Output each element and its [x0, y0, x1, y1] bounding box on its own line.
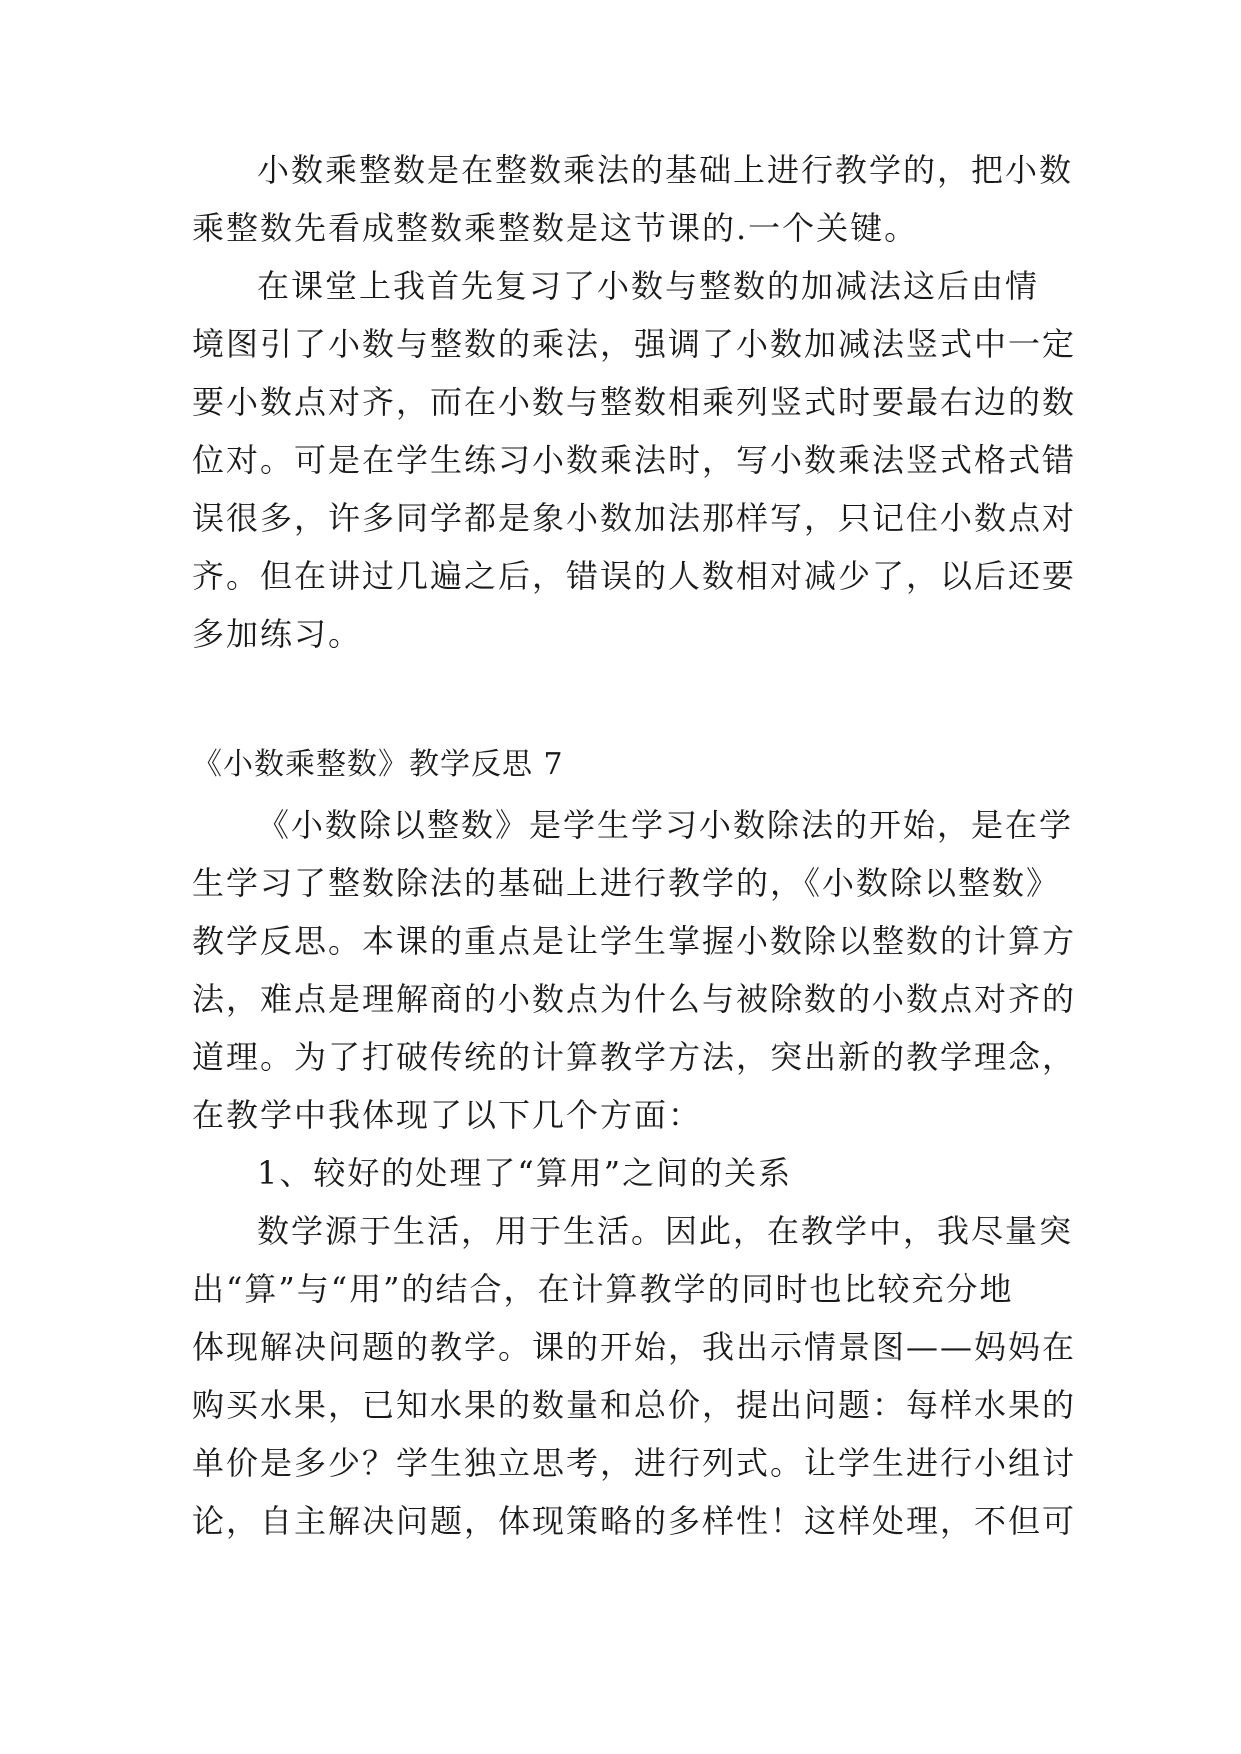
paragraph-line: 论，自主解决问题，体现策略的多样性！这样处理，不但可	[192, 1502, 1077, 1540]
paragraph-line: 小数乘整数是在整数乘法的基础上进行教学的，把小数	[257, 151, 1074, 189]
paragraph-line: 位对。可是在学生练习小数乘法时，写小数乘法竖式格式错	[192, 441, 1077, 479]
paragraph-line: 生学习了整数除法的基础上进行教学的，《小数除以整数》	[192, 864, 1061, 902]
paragraph-line: 境图引了小数与整数的乘法，强调了小数加减法竖式中一定	[192, 325, 1077, 363]
paragraph-line: 在教学中我体现了以下几个方面：	[192, 1096, 703, 1134]
paragraph-line: 道理。为了打破传统的计算教学方法，突出新的教学理念，	[192, 1038, 1077, 1076]
paragraph-line: 教学反思。本课的重点是让学生掌握小数除以整数的计算方	[192, 922, 1077, 960]
paragraph-line: 法，难点是理解商的小数点为什么与被除数的小数点对齐的	[192, 980, 1077, 1018]
paragraph-line: 误很多，许多同学都是象小数加法那样写，只记住小数点对	[192, 499, 1077, 537]
paragraph-line: 单价是多少？学生独立思考，进行列式。让学生进行小组讨	[192, 1444, 1077, 1482]
paragraph-line: 要小数点对齐，而在小数与整数相乘列竖式时要最右边的数	[192, 383, 1077, 421]
paragraph-line: 《小数除以整数》是学生学习小数除法的开始，是在学	[257, 806, 1074, 844]
paragraph-line: 数学源于生活，用于生活。因此，在教学中，我尽量突	[257, 1212, 1074, 1250]
paragraph-line: 购买水果，已知水果的数量和总价，提出问题：每样水果的	[192, 1386, 1077, 1424]
paragraph-line: 在课堂上我首先复习了小数与整数的加减法这后由情	[257, 267, 1040, 305]
paragraph-line: 齐。但在讲过几遍之后，错误的人数相对减少了，以后还要	[192, 557, 1077, 595]
subheading-line: 1、较好的处理了“算用”之间的关系	[257, 1154, 793, 1192]
paragraph-line: 乘整数先看成整数乘整数是这节课的.一个关键。	[192, 209, 919, 247]
paragraph-line: 出“算”与“用”的结合，在计算教学的同时也比较充分地	[192, 1270, 1014, 1308]
paragraph-line: 多加练习。	[192, 615, 363, 653]
paragraph-line: 体现解决问题的教学。课的开始，我出示情景图——妈妈在	[192, 1328, 1077, 1366]
section-heading: 《小数乘整数》教学反思 7	[192, 747, 564, 782]
